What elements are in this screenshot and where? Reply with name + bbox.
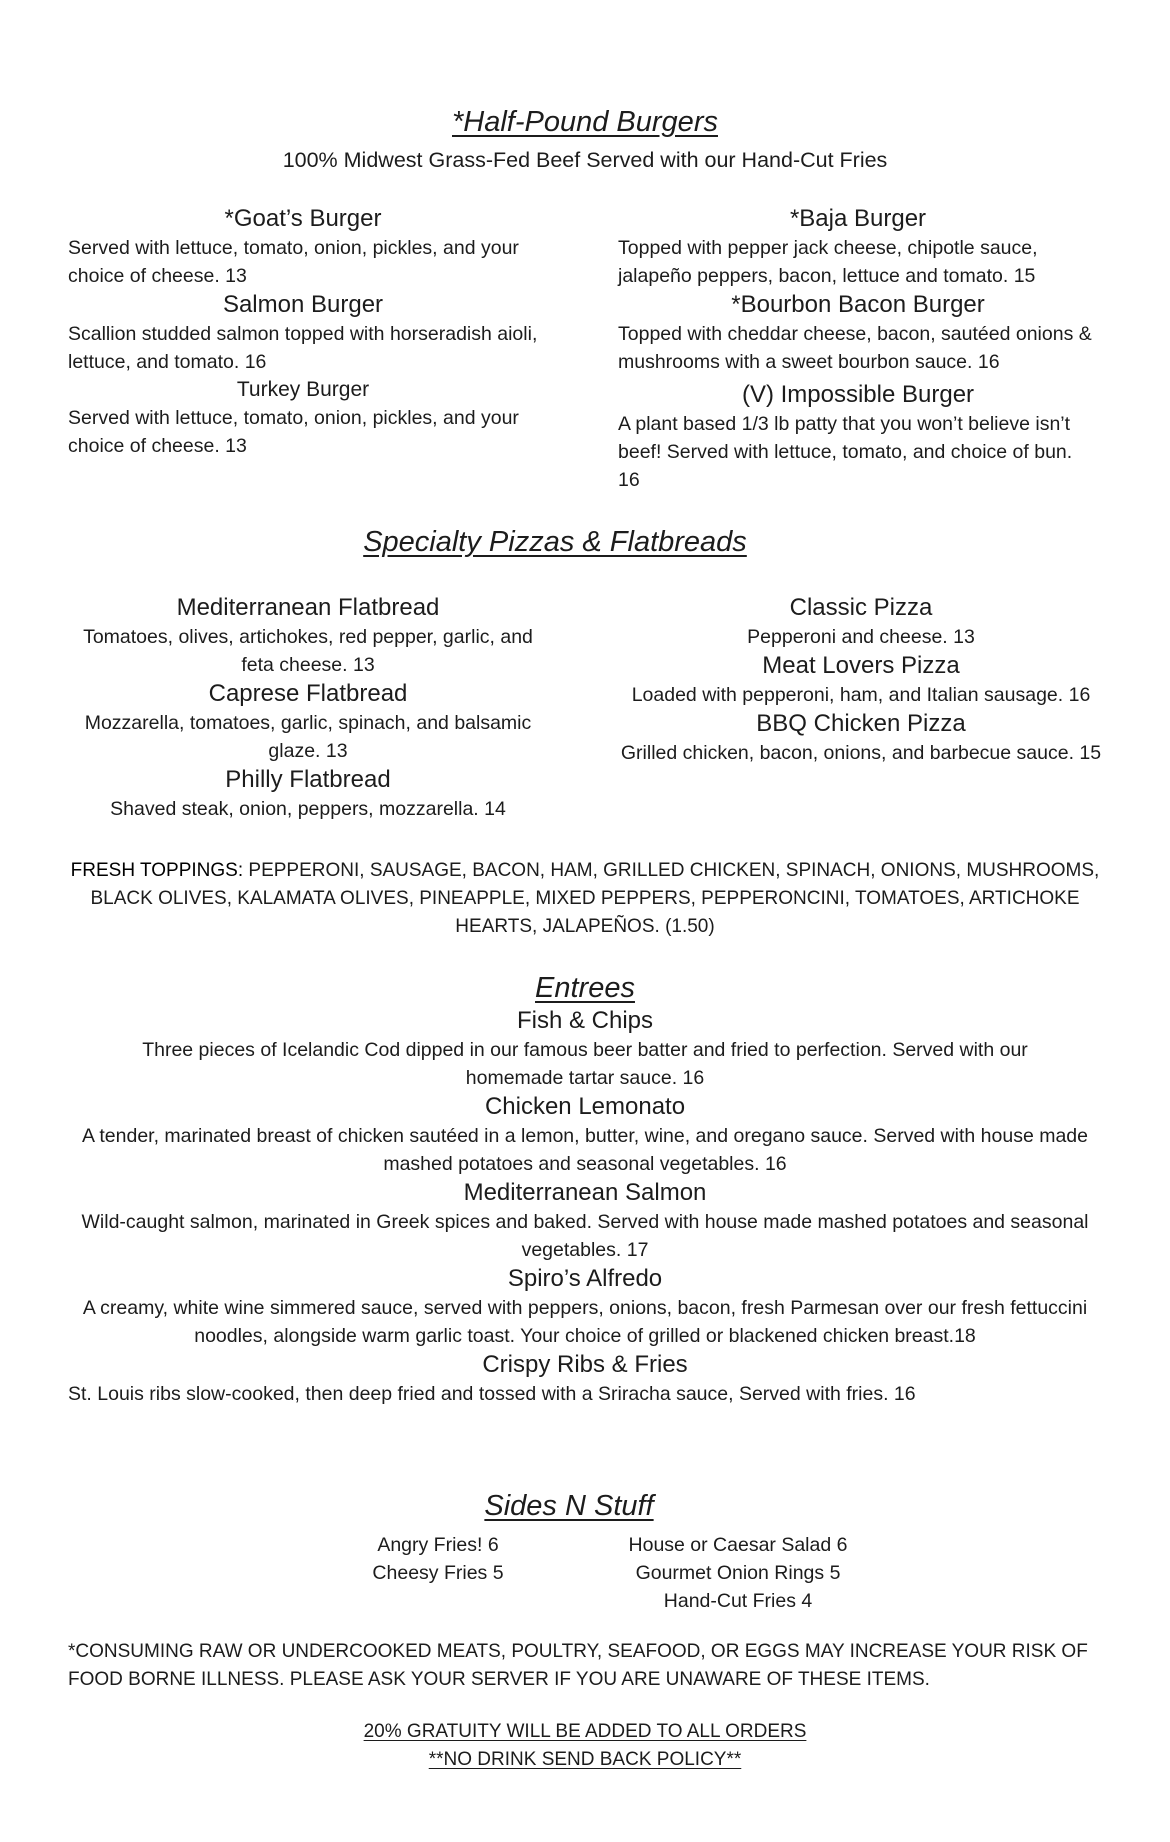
menu-item bbox=[68, 290, 538, 376]
item-description: Shaved steak, onion, peppers, mozzarella. 14 bbox=[110, 798, 506, 820]
menu-item bbox=[68, 204, 538, 290]
menu-item bbox=[60, 1006, 1110, 1092]
menu-item bbox=[618, 290, 1098, 376]
side-item: Hand-Cut Fries 4 bbox=[663, 1590, 813, 1612]
pizzas-section-title: Specialty Pizzas & Flatbreads bbox=[363, 526, 747, 558]
item-name: Meat Lovers Pizza bbox=[762, 652, 960, 679]
menu-item bbox=[618, 380, 1098, 494]
item-description: Pepperoni and cheese. 13 bbox=[747, 626, 975, 648]
item-name: *Baja Burger bbox=[789, 205, 927, 232]
item-name: Turkey Burger bbox=[236, 378, 370, 401]
item-description: Loaded with pepperoni, ham, and Italian sausage. 16 bbox=[631, 684, 1091, 706]
menu-item bbox=[68, 593, 548, 679]
item-name: Spiro’s Alfredo bbox=[507, 1265, 663, 1292]
sides-left-column bbox=[338, 1531, 538, 1587]
side-item: Gourmet Onion Rings 5 bbox=[635, 1562, 841, 1584]
menu-item bbox=[60, 1092, 1110, 1178]
item-name: Mediterranean Flatbread bbox=[176, 594, 440, 621]
item-description: Topped with cheddar cheese, bacon, sautéed onions & mushrooms with a sweet bourbon sauce. 16 bbox=[618, 323, 1092, 373]
menu-item bbox=[60, 1350, 1110, 1408]
item-description: A creamy, white wine simmered sauce, served with peppers, onions, bacon, fresh Parmesan over our fresh fettuccini noodles, alongside warm garlic toast. Your choice of grilled or blackened chicken breast.18 bbox=[82, 1297, 1088, 1347]
burgers-left-column bbox=[68, 204, 538, 460]
item-description: Served with lettuce, tomato, onion, pickles, and your choice of cheese. 13 bbox=[68, 407, 519, 457]
drink-policy-notice: **NO DRINK SEND BACK POLICY** bbox=[428, 1749, 742, 1770]
item-description: St. Louis ribs slow-cooked, then deep fried and tossed with a Sriracha sauce, Served with fries. 16 bbox=[68, 1383, 916, 1405]
menu-item bbox=[616, 593, 1106, 651]
item-description: Mozzarella, tomatoes, garlic, spinach, and balsamic glaze. 13 bbox=[84, 712, 532, 762]
side-item: Angry Fries! 6 bbox=[377, 1534, 499, 1556]
sides-right-column bbox=[598, 1531, 878, 1615]
burgers-right-column bbox=[618, 204, 1098, 494]
burgers-section-title: *Half-Pound Burgers bbox=[452, 106, 718, 138]
toppings-list: PEPPERONI, SAUSAGE, BACON, HAM, GRILLED CHICKEN, SPINACH, ONIONS, MUSHROOMS, BLACK OLIVES, KALAMATA OLIVES, PINEAPPLE, MIXED PEPPERS, PEPPERONCINI, TOMATOES, ARTICHOKE HEARTS, JALAPEÑOS. (1.50) bbox=[90, 860, 1100, 937]
pizzas-right-column bbox=[616, 593, 1106, 767]
item-description: Wild-caught salmon, marinated in Greek spices and baked. Served with house made mashed potatoes and seasonal vegetables. 17 bbox=[81, 1211, 1089, 1261]
menu-item bbox=[616, 709, 1106, 767]
item-description: A tender, marinated breast of chicken sautéed in a lemon, butter, wine, and oregano sauce. Served with house made mashed potatoes and seasonal vegetables. 16 bbox=[82, 1125, 1088, 1175]
item-name: (V) Impossible Burger bbox=[741, 381, 975, 408]
toppings-label: FRESH TOPPINGS: bbox=[70, 860, 244, 881]
item-name: Philly Flatbread bbox=[225, 766, 391, 793]
item-description: Scallion studded salmon topped with horseradish aioli, lettuce, and tomato. 16 bbox=[68, 323, 538, 373]
item-name: Crispy Ribs & Fries bbox=[482, 1351, 688, 1378]
item-name: *Goat’s Burger bbox=[224, 205, 382, 232]
burgers-subtitle: 100% Midwest Grass-Fed Beef Served with our Hand-Cut Fries bbox=[282, 148, 888, 172]
item-description: Served with lettuce, tomato, onion, pickles, and your choice of cheese. 13 bbox=[68, 237, 519, 287]
item-name: BBQ Chicken Pizza bbox=[756, 710, 966, 737]
item-description: Topped with pepper jack cheese, chipotle sauce, jalapeño peppers, bacon, lettuce and tomato. 15 bbox=[618, 237, 1038, 287]
item-name: Caprese Flatbread bbox=[208, 680, 408, 707]
menu-item bbox=[68, 679, 548, 765]
menu-item bbox=[68, 376, 538, 460]
menu-item bbox=[60, 1264, 1110, 1350]
side-item: House or Caesar Salad 6 bbox=[628, 1534, 848, 1556]
gratuity-notice: 20% GRATUITY WILL BE ADDED TO ALL ORDERS bbox=[363, 1721, 807, 1742]
item-name: Mediterranean Salmon bbox=[463, 1179, 707, 1206]
fresh-toppings bbox=[68, 857, 1102, 941]
item-description: A plant based 1/3 lb patty that you won’t believe isn’t beef! Served with lettuce, tomato, and choice of bun. 16 bbox=[618, 413, 1073, 491]
pizzas-left-column bbox=[68, 593, 548, 823]
raw-food-warning: *CONSUMING RAW OR UNDERCOOKED MEATS, POULTRY, SEAFOOD, OR EGGS MAY INCREASE YOUR RISK OF FOOD BORNE ILLNESS. PLEASE ASK YOUR SERVER IF YOU ARE UNAWARE OF THESE ITEMS. bbox=[68, 1641, 1088, 1690]
menu-item bbox=[60, 1178, 1110, 1264]
item-description: Tomatoes, olives, artichokes, red pepper, garlic, and feta cheese. 13 bbox=[83, 626, 533, 676]
menu-item bbox=[618, 204, 1098, 290]
item-description: Three pieces of Icelandic Cod dipped in our famous beer batter and fried to perfection. Served with our homemade tartar sauce. 16 bbox=[142, 1039, 1028, 1089]
item-name: Fish & Chips bbox=[516, 1007, 654, 1034]
item-description: Grilled chicken, bacon, onions, and barbecue sauce. 15 bbox=[620, 742, 1102, 764]
item-name: Salmon Burger bbox=[222, 291, 384, 318]
sides-section-title: Sides N Stuff bbox=[484, 1490, 654, 1522]
item-name: *Bourbon Bacon Burger bbox=[731, 291, 985, 318]
menu-item bbox=[68, 765, 548, 823]
entrees-list bbox=[60, 1006, 1110, 1408]
item-name: Classic Pizza bbox=[789, 594, 933, 621]
entrees-section-title: Entrees bbox=[535, 972, 635, 1004]
side-item: Cheesy Fries 5 bbox=[372, 1562, 504, 1584]
menu-item bbox=[616, 651, 1106, 709]
item-name: Chicken Lemonato bbox=[484, 1093, 686, 1120]
